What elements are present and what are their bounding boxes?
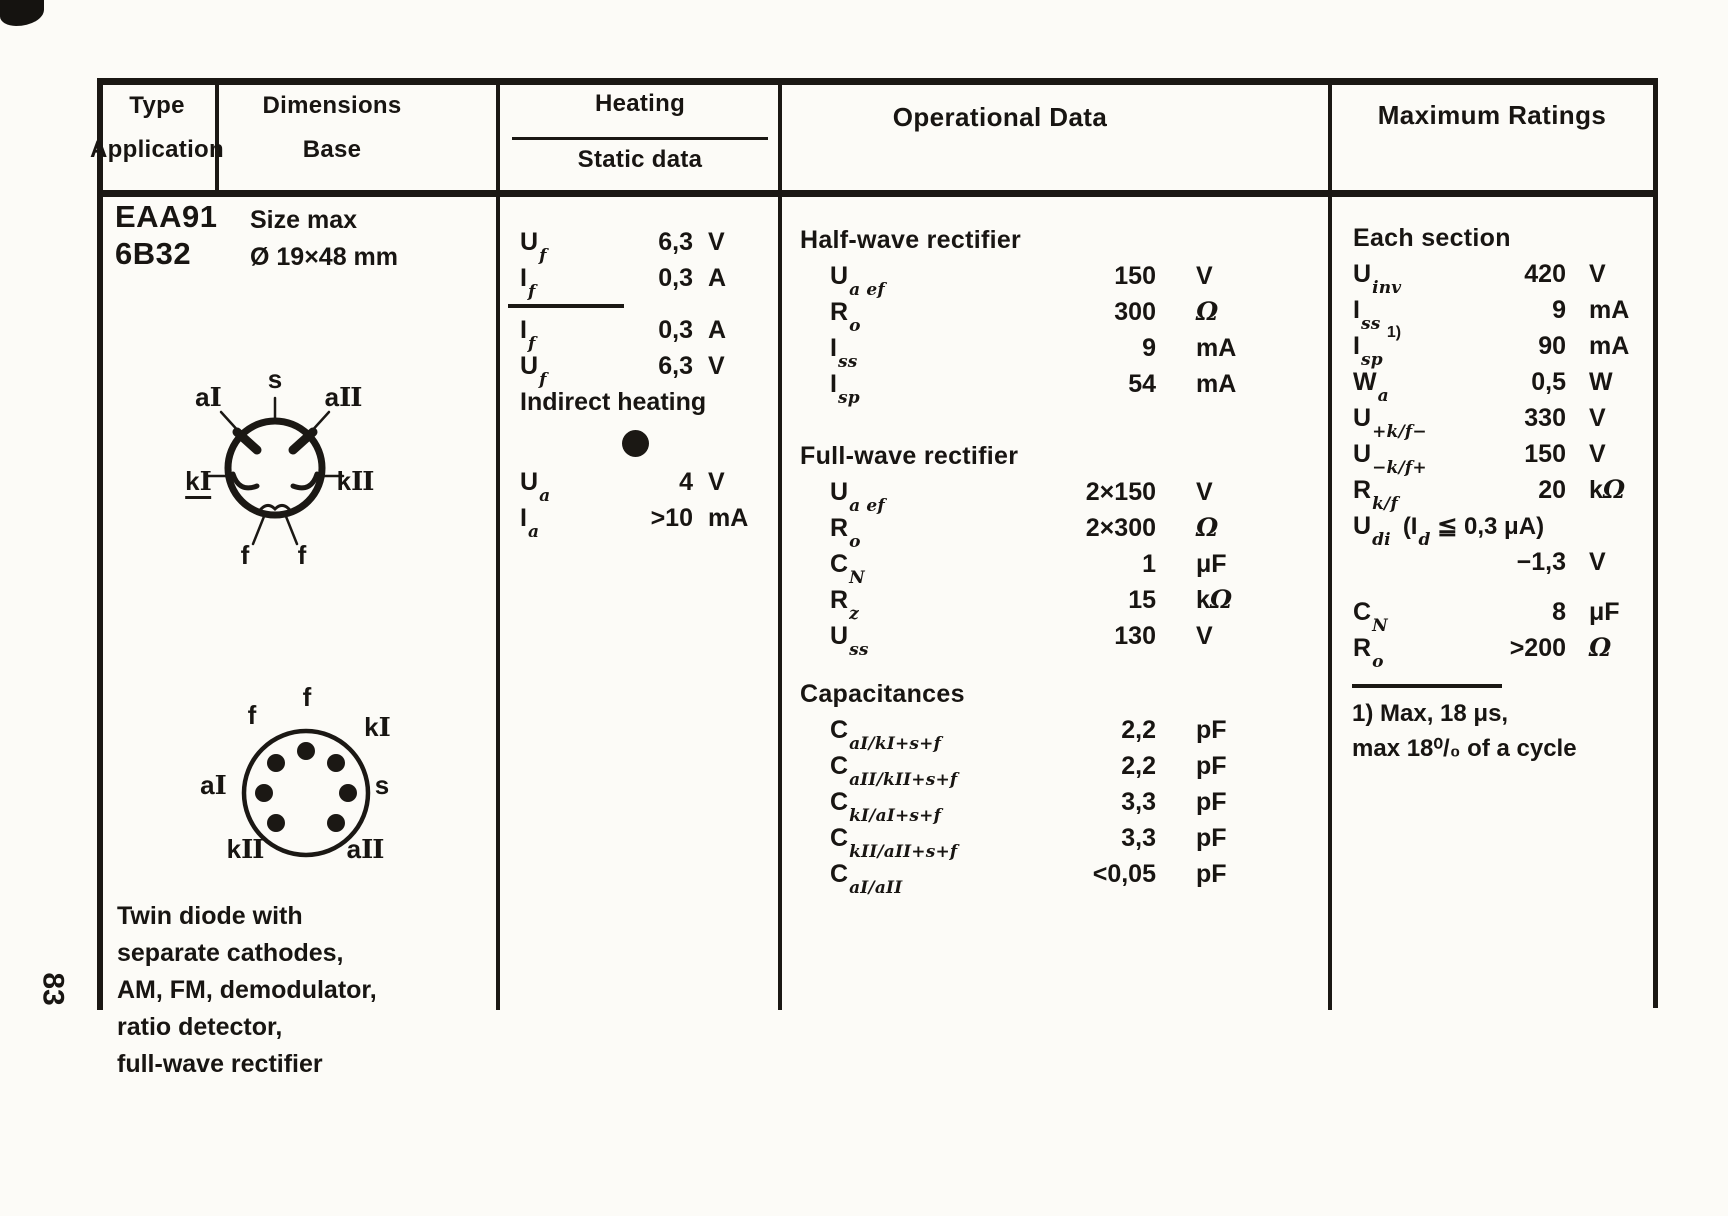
capacitance-rows <box>784 712 1326 898</box>
description-line: separate cathodes, <box>117 939 344 967</box>
schematic-label-aII: aII <box>324 382 362 413</box>
table-border-left <box>97 78 103 1010</box>
pin-dot <box>339 784 357 802</box>
description-line: Twin diode with <box>117 902 303 930</box>
tube-name-primary: EAA91 <box>115 199 218 234</box>
param-row: $R_{k/f}$ 20 kΩ <box>1353 475 1626 514</box>
heating-header-rule <box>512 137 768 140</box>
param-row: $I_{sp}^{1)}$ 90 mA <box>1353 323 1630 370</box>
tube-type-names <box>115 198 217 272</box>
param-row: $U_{a ef}$ 150 V <box>830 262 1213 300</box>
header-static-data: Static data <box>577 146 703 173</box>
size-label: Size max <box>250 206 358 234</box>
size-block <box>250 202 398 276</box>
param-row: $I_f$ 0,3 A <box>520 316 727 354</box>
base-label-aII: aII <box>346 834 384 865</box>
param-row: $R_z$ 15 kΩ <box>830 585 1233 624</box>
half-wave-rows <box>784 258 1326 408</box>
maximum-ratings-cell <box>1334 198 1651 766</box>
param-row: $C_N$ 8 μF <box>1353 598 1620 636</box>
footnote-rule <box>1352 684 1502 688</box>
tube-base-diagram <box>181 682 431 902</box>
param-row: $U_a$ 4 V <box>520 468 725 506</box>
schematic-label-s: s <box>267 364 283 394</box>
divider-dimensions-heating <box>496 85 500 1010</box>
header-bottom-rule <box>97 190 1653 197</box>
heater-connection-divider <box>508 304 624 308</box>
param-row: $C_{aI/aII}$ <0,05 pF <box>830 860 1227 898</box>
param-row: $C_{kII/aII+s+f}$ 3,3 pF <box>830 824 1227 862</box>
scan-artifact <box>0 0 44 26</box>
description-line: AM, FM, demodulator, <box>117 976 377 1004</box>
header-heating: Heating <box>594 90 686 117</box>
base-label-f1: f <box>247 700 257 730</box>
param-row: $C_{aII/kII+s+f}$ 2,2 pF <box>830 752 1227 790</box>
header-base: Base <box>302 136 362 163</box>
indirect-heating-note: Indirect heating <box>520 388 707 416</box>
base-label-f2: f <box>302 682 312 712</box>
header-dimensions: Dimensions <box>262 92 402 119</box>
param-row: $I_{ss}$ 9 mA <box>1353 296 1630 334</box>
heating-parallel-rows <box>502 312 776 390</box>
param-row: $I_{ss}$ 9 mA <box>830 334 1237 372</box>
header-operational-data: Operational Data <box>892 102 1108 132</box>
pin-dot <box>255 784 273 802</box>
param-row: $U_f$ 6,3 V <box>520 228 725 266</box>
param-row: $W_a$ 0,5 W <box>1353 368 1613 406</box>
base-label-kII: kII <box>226 834 264 865</box>
heating-series-rows <box>502 224 776 302</box>
footnote-line-2: max 18⁰/₀ of a cycle <box>1352 735 1577 762</box>
param-row: $U_{a ef}$ 2×150 V <box>830 478 1213 516</box>
pin-dot <box>327 814 345 832</box>
param-row: $U_{-k/f+}$ 150 V <box>1353 440 1606 478</box>
description-line: ratio detector, <box>117 1013 283 1041</box>
param-row: $U_{+k/f-}$ 330 V <box>1353 404 1606 442</box>
base-label-s: s <box>374 770 390 800</box>
param-row: −1,3 V <box>1516 548 1606 576</box>
maximum-rows <box>1334 256 1651 672</box>
param-row: $U_f$ 6,3 V <box>520 352 725 390</box>
table-border-top <box>97 78 1658 85</box>
param-row: $R_o$ 300 Ω <box>830 297 1219 336</box>
each-section-title: Each section <box>1353 224 1511 252</box>
schematic-label-f1: f <box>240 540 250 570</box>
header-maximum-ratings: Maximum Ratings <box>1377 100 1607 130</box>
size-value: Ø 19×48 mm <box>250 243 399 271</box>
base-label-aI: aI <box>200 770 226 801</box>
static-data-rows <box>502 464 776 542</box>
cathode1-hook <box>233 474 257 488</box>
heating-cell <box>502 198 776 542</box>
schematic-label-aI: aI <box>195 382 221 413</box>
param-row: $I_f$ 0,3 A <box>520 264 727 302</box>
pin-dot <box>297 742 315 760</box>
base-label-kI: kI <box>364 712 390 743</box>
param-row: $C_N$ 1 μF <box>830 550 1227 588</box>
heater-squiggle <box>261 506 289 510</box>
schematic-label-kI: kI <box>185 466 211 497</box>
param-row: $R_o$ 2×300 Ω <box>830 513 1219 552</box>
divider-heating-operational <box>778 85 782 1010</box>
indirect-heating-bullet <box>622 430 649 457</box>
param-row: $C_{aI/kI+s+f}$ 2,2 pF <box>830 716 1227 754</box>
application-description <box>117 898 377 1083</box>
param-row: $I_a$ >10 mA <box>520 504 749 542</box>
pin-dot <box>267 754 285 772</box>
header-application: Application <box>90 136 224 163</box>
base-pins <box>255 742 357 832</box>
page-number: 83 <box>36 972 70 1006</box>
cathode2-hook <box>293 474 317 488</box>
tube-schematic-diagram <box>165 366 385 571</box>
heater2-lead <box>285 514 297 544</box>
param-row: $I_{sp}$ 54 mA <box>830 370 1237 408</box>
param-row: $U_{di}$ ($I_d$ ≦ 0,3 μA) <box>1353 512 1545 550</box>
section-title-half-wave: Half-wave rectifier <box>800 226 1022 254</box>
section-title-capacitances: Capacitances <box>800 680 965 708</box>
param-row: $U_{ss}$ 130 V <box>830 622 1213 660</box>
heater1-lead <box>253 514 265 544</box>
operational-data-cell <box>784 198 1326 898</box>
schematic-label-f2: f <box>297 540 307 570</box>
pin-dot <box>327 754 345 772</box>
pin-dot <box>267 814 285 832</box>
param-row: $U_{inv}$ 420 V <box>1353 260 1606 298</box>
footnote-line-1: 1) Max, 18 μs, <box>1352 700 1509 727</box>
description-line: full-wave rectifier <box>117 1050 323 1078</box>
table-border-right <box>1653 78 1658 1008</box>
full-wave-rows <box>784 474 1326 660</box>
param-row: $C_{kI/aI+s+f}$ 3,3 pF <box>830 788 1227 826</box>
schematic-label-kII: kII <box>336 466 374 497</box>
tube-name-secondary: 6B32 <box>115 236 192 271</box>
section-title-full-wave: Full-wave rectifier <box>800 442 1019 470</box>
divider-operational-maximum <box>1328 85 1332 1010</box>
header-type: Type <box>129 92 185 119</box>
param-row: $R_o$ >200 Ω <box>1353 633 1612 672</box>
